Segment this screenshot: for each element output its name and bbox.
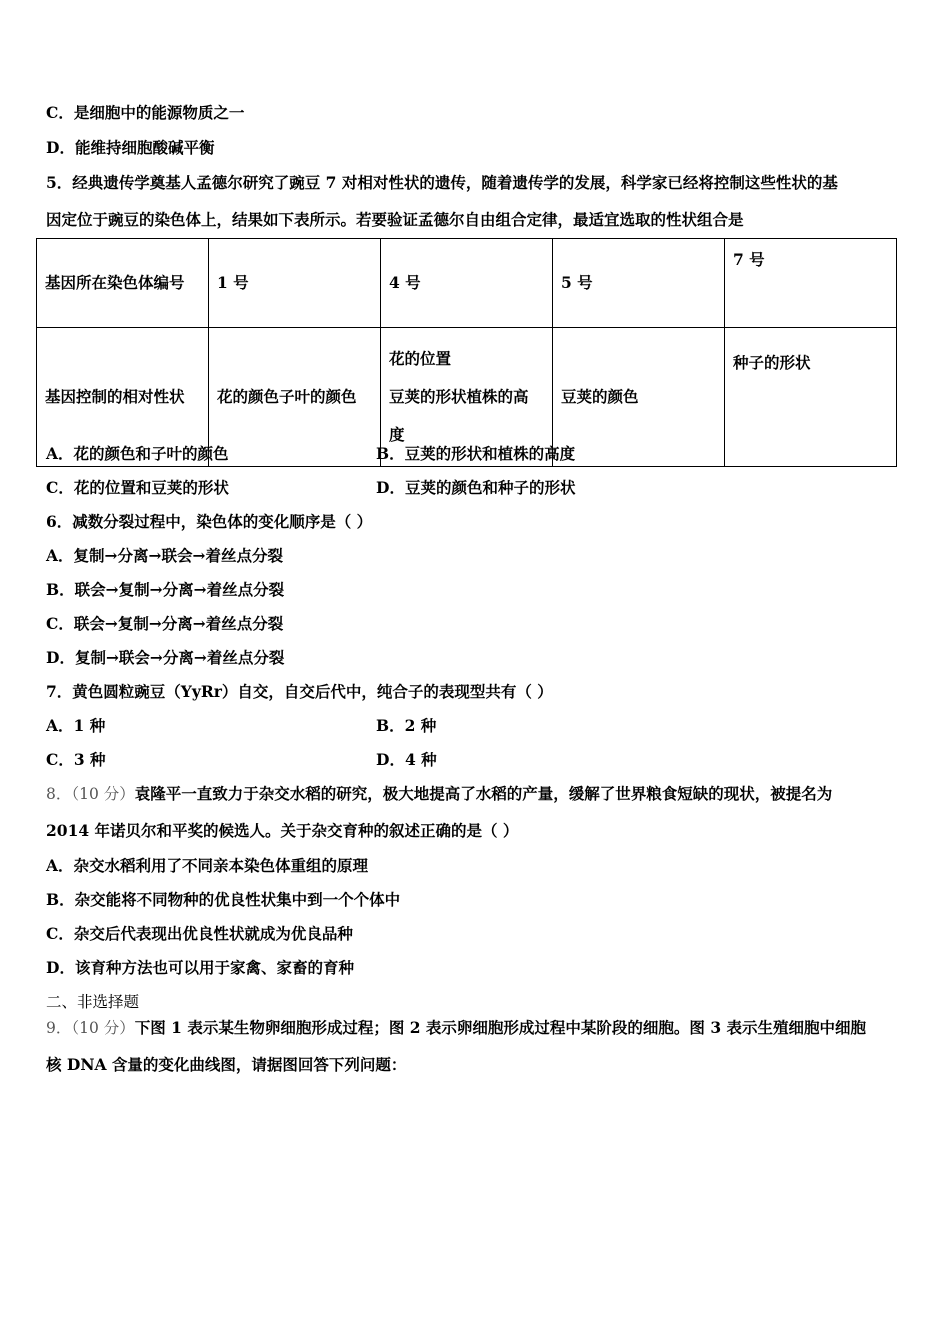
q4-option-d: D．能维持细胞酸碱平衡 (46, 138, 215, 157)
table-cell: 豆荚的颜色 (553, 328, 725, 467)
q6-option-d: D．复制→联会→分离→着丝点分裂 (46, 648, 285, 667)
section-title: 二、非选择题 (46, 993, 140, 1011)
table-cell: 5 号 (553, 239, 725, 328)
q5-stem-line2: 因定位于豌豆的染色体上，结果如下表所示。若要验证孟德尔自由组合定律，最适宜选取的性状组合是 (46, 210, 744, 229)
table-cell: 基因所在染色体编号 (37, 239, 209, 328)
q8-stem-line2: 2014 年诺贝尔和平奖的候选人。关于杂交育种的叙述正确的是（ ） (46, 821, 519, 840)
q7-option-d: D．4 种 (376, 750, 437, 769)
q5-option-c: C．花的位置和豆荚的形状 (46, 478, 229, 497)
q9-number: 9．（10 分） (46, 1019, 135, 1037)
q5-trait-table (36, 238, 897, 467)
q7-stem: 7．黄色圆粒豌豆（YyRr）自交，自交后代中，纯合子的表现型共有（ ） (46, 682, 553, 701)
q8-number: 8．（10 分） (46, 785, 135, 803)
table-cell: 1 号 (209, 239, 381, 328)
q5-option-d: D．豆荚的颜色和种子的形状 (376, 478, 576, 497)
q8-option-a: A．杂交水稻利用了不同亲本染色体重组的原理 (46, 856, 369, 875)
q6-option-a: A．复制→分离→联会→着丝点分裂 (46, 546, 283, 565)
table-cell: 基因控制的相对性状 (37, 328, 209, 467)
cell-line: 花的位置 (389, 349, 452, 368)
table-cell: 4 号 (381, 239, 553, 328)
q5-option-a: A．花的颜色和子叶的颜色 (46, 444, 229, 463)
q7-option-a: A．1 种 (46, 716, 106, 735)
q6-option-c: C．联会→复制→分离→着丝点分裂 (46, 614, 284, 633)
table-row (37, 239, 897, 328)
q6-option-b: B．联会→复制→分离→着丝点分裂 (46, 580, 285, 599)
table-cell: 种子的形状 (725, 328, 897, 467)
q8-option-d: D．该育种方法也可以用于家禽、家畜的育种 (46, 958, 354, 977)
q8-stem-line1 (46, 782, 832, 804)
q8-text: 袁隆平一直致力于杂交水稻的研究，极大地提高了水稻的产量，缓解了世界粮食短缺的现状，被提名为 (134, 784, 833, 803)
q7-option-c: C．3 种 (46, 750, 106, 769)
q8-option-c: C．杂交后代表现出优良性状就成为优良品种 (46, 924, 353, 943)
q9-stem-line1 (46, 1016, 866, 1038)
q5-stem-line1: 5．经典遗传学奠基人孟德尔研究了豌豆 7 对相对性状的遗传，随着遗传学的发展，科学家已经将控制这些性状的基 (46, 173, 838, 192)
table-cell: 7 号 (725, 239, 897, 328)
table-cell: 花的颜色子叶的颜色 (209, 328, 381, 467)
q9-text: 下图 1 表示某生物卵细胞形成过程；图 2 表示卵细胞形成过程中某阶段的细胞。图 3 表示生殖细胞中细胞 (134, 1018, 867, 1037)
q8-option-b: B．杂交能将不同物种的优良性状集中到一个个体中 (46, 890, 401, 909)
q7-option-b: B．2 种 (376, 716, 437, 735)
cell-line: 度 (389, 425, 405, 444)
cell-line: 豆荚的形状植株的高 (389, 387, 529, 406)
q6-stem: 6．减数分裂过程中，染色体的变化顺序是（ ） (46, 512, 373, 531)
q4-option-c: C．是细胞中的能源物质之一 (46, 103, 245, 122)
q9-stem-line2: 核 DNA 含量的变化曲线图，请据图回答下列问题： (46, 1055, 407, 1074)
q5-option-b: B．豆荚的形状和植株的高度 (376, 444, 576, 463)
